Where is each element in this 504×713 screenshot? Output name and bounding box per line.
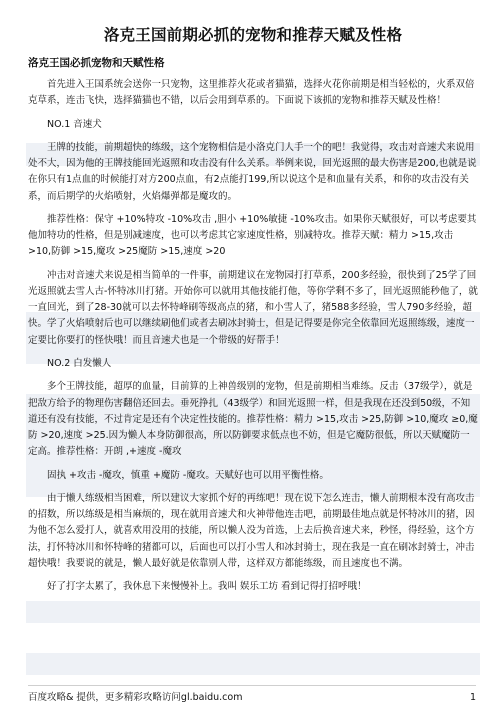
page-subtitle: 洛克王国必抓宠物和天赋性格 xyxy=(28,57,165,69)
paragraph-lazy-nature: 固执 +攻击 -魔攻，慎重 +魔防 -魔攻。天赋好也可以用平衡性格。 xyxy=(47,469,329,481)
highlight-band xyxy=(26,653,480,675)
paragraph-lazy-leveling: 由于懒人练级相当困难，所以建议大家抓个好的再练吧！现在说下怎么连击，懒人前期根本没有高攻击的招数，所以练级是相当麻烦的，现在就用音速犬和火神带他连击吧，前期最佳地点就是怀特冰川的猪，因为他不怎么爱打人，就喜欢用没用的技能，所以懒人没为首选，上去后换音速犬来，秒怪，得经验，这个方法，打怀特冰川和怀特峰的猪都可以，后面也可以打小雪人和冰封骑士，现在我是一直在刷冰封骑士，冲击超快哦！我要说的就是，懒人最好就是依靠别人带，这样双方都能练级，而且速度也不满。 xyxy=(28,492,475,569)
paragraph-sonic-dog-skills: 王牌的技能，前期超快的练级，这个宠物相信是小洛克门人手一个的吧！我觉得，攻击对音速犬来说用处不大，因为他的王牌技能回光返照和攻击没有什么关系。举例来说，回光返照的最大伤害是200,也就是说在你只有1点血的时候能打对方200点血，有2点能打199,所以说这个是和血量有关系，和你的攻击没有关系，而后期学的火焰喷射，火焰爆弹都是魔攻的。 xyxy=(28,141,477,202)
page-number: 1 xyxy=(469,692,476,703)
paragraph-lazy-skills: 多个王牌技能，超厚的血量，目前算的上神兽级别的宠物，但是前期相当难练。反击（37级学），就是把敌方给予的物理伤害翻倍还回去。垂死挣扎（43级学）和回光返照一样，但是我现在还没到50级，不知道还有没有技能，不过肯定是还有个决定性技能的。推荐性格：精力 >15,攻击 >25,防御 >10,魔攻 ≥0,魔防 >20,速度 >25.因为懒人本身防御很高，所以防御要求低点也不妨，但是它魔防很低，所以天赋魔防一定高。推荐性格：开朗 ,+速度 -魔攻 xyxy=(28,381,478,458)
section-heading-no2: NO.2 白发懒人 xyxy=(47,357,112,369)
section-heading-no1: NO.1 音速犬 xyxy=(47,118,102,130)
article-body xyxy=(28,77,478,595)
document-page xyxy=(28,24,478,603)
page-footer xyxy=(28,685,476,704)
highlight-band xyxy=(26,601,480,623)
paragraph-intro: 首先进入王国系统会送你一只宠物，这里推荐火花或者猫猫，选择火花你前期是相当轻松的，火系双倍克草系，连击飞快，选择猫猫也不错，以后会用到草系的。下面说下该抓的宠物和推荐天赋及性格！ xyxy=(28,79,475,107)
paragraph-sonic-dog-leveling: 冲击对音速犬来说是相当简单的一件事，前期建议在宠物园打打草系，200多经验，很快到了25学了回光返照就去雪人古-怀特冰川打猪。开始你可以就用其他技能打他，等你学剩不多了，回光返照能秒他了，就一直回光，到了28-30就可以去怀特峰刷等级高点的猪，和小雪人了，猪588多经验，雪人790多经验，超快。学了火焰喷射后也可以继续刷他们或者去刷冰封骑士，但是记得要是你完全依靠回光返照练级，速度一定要比你要打的怪快哦！而且音速犬也是一个带级的好帮手！ xyxy=(28,269,478,346)
footer-source-text: 百度攻略& 提供，更多精彩攻略访问gl.baidu.com xyxy=(28,692,243,703)
paragraph-sonic-dog-nature: 推荐性格：保守 +10%特攻 -10%攻击 ,胆小 +10%敏捷 -10%攻击。如果你天赋很好，可以考虑要其他加特功的性格，但是别减速度，也可以考虑其它家速度性格，别减特攻。推荐天赋：精力 >15,攻击 >10,防御 >15,魔攻 >25魔防 >15,速度 >20 xyxy=(28,213,477,258)
page-title: 洛克王国前期必抓的宠物和推荐天赋及性格 xyxy=(103,26,403,44)
paragraph-outro: 好了打字太累了，我休息下来慢慢补上。我叫 娱乐工坊 看到记得打招呼哦！ xyxy=(47,581,367,593)
